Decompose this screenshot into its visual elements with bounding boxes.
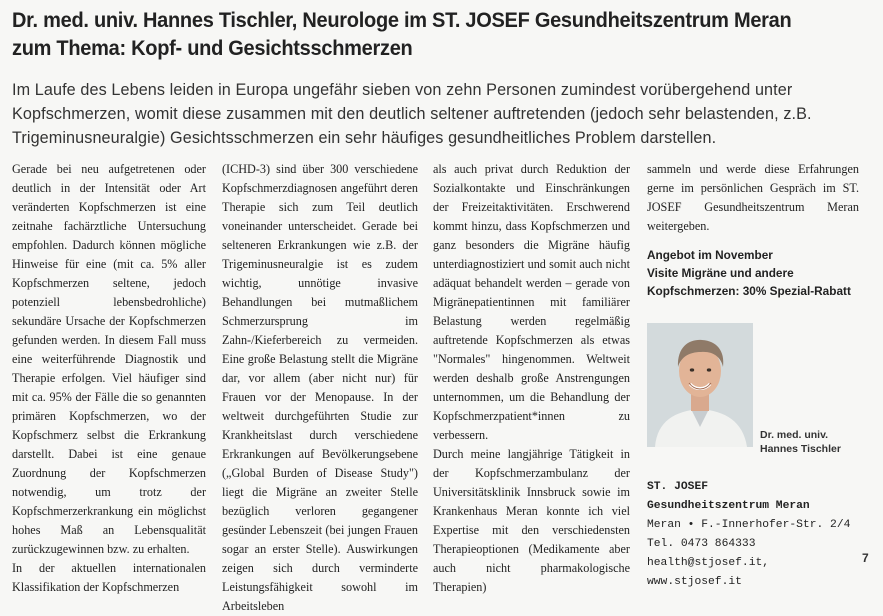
article-lead: Im Laufe des Lebens leiden in Europa ungefähr sieben von zehn Personen zumindest vorübergehend unter Kopfschmerzen, womit diese zusammen mit den deutlich seltener auftretenden (jedoch sehr belastenden, z.B. Trigeminusneuralgie) Gesichtsschmerzen ein sehr häufiges gesundheitliches Problem darstellen. [12, 81, 812, 147]
contact-email-web: health@stjosef.it, www.stjosef.it [647, 557, 770, 588]
text-column-1 [12, 160, 206, 597]
column-2-paragraph: (ICHD-3) sind über 300 verschiedene Kopfschmerzdiagnosen angeführt deren Therapie sich zum Teil deutlich voneinander unterscheidet. Gerade bei selteneren Erkrankungen wie z.B. der Trigeminusneuralgie ist es zudem wichtig, unnötige invasive Behandlungen bei mutmaßlichem Schmerzursprung im Zahn-/Kieferbereich zu vermeiden. Eine große Belastung stellt die Migräne dar, vor allem (aber nicht nur) für Frauen vor der Menopause. In der weltweit durchgeführten Studie zur Krankheitslast durch verschiedene Erkrankungen auf Bevölkerungsebene („Global Burden of Disease Study") liegt die Migräne an zweiter Stelle bezüglich verloren gegangener gesünder Lebenszeit (bei jungen Frauen sogar an erster Stelle). Auswirkungen zeigen sich durch verminderte Leistungsfähigkeit sowohl im Arbeitsleben [222, 162, 418, 613]
contact-phone: Tel. 0473 864333 [647, 538, 756, 550]
column-4-paragraph: sammeln und werde diese Erfahrungen gerne im persönlichen Gespräch im ST. JOSEF Gesundheitszentrum Meran weitergeben. [647, 162, 859, 233]
contact-name-line-2: Gesundheitszentrum Meran [647, 500, 810, 512]
column-3-paragraph-2: Durch meine langjährige Tätigkeit in der Kopfschmerzambulanz der Universitätsklinik Innsbruck sowie im Krankenhaus Meran konnte ich viel Expertise mit den verschiedensten Therapieoptionen (Medikamente aber auch nicht pharmakologische Therapien) [433, 447, 630, 594]
contact-name-line-1: ST. JOSEF [647, 481, 709, 493]
column-1-paragraph-2: In der aktuellen internationalen Klassifikation der Kopfschmerzen [12, 561, 206, 594]
column-1-paragraph-1: Gerade bei neu aufgetretenen oder deutlich in der Intensität oder Art veränderten Kopfschmerzen ist eine zeitnahe fachärztliche Untersuchung empfohlen. Dadurch können mögliche Hinweise für eine (mit ca. 5% aller Kopfschmerzen seltene, jedoch potenziell lebensbedrohliche) sekundäre Ursache der Kopfschmerzen gefunden werden. In diesem Fall muss eine weiterführende Diagnostik und Therapie erfolgen. Viel häufiger sind mit ca. 95% der Fälle die so genannten primären Kopfschmerzen, wo der Kopfschmerz selbst die Erkrankung darstellt. Dabei ist eine genaue Zuordnung der Kopfschmerzen notwendig, um trotz der Kopfschmerzerkrankung ein möglichst hohes Maß an Lebensqualität zurückzugewinnen bzw. zu erhalten. [12, 162, 206, 556]
contact-address: Meran • F.-Innerhofer-Str. 2/4 [647, 519, 851, 531]
doctor-portrait-photo [647, 323, 753, 447]
offer-title: Angebot im November [647, 248, 773, 262]
contact-block [647, 478, 867, 592]
article-headline: Dr. med. univ. Hannes Tischler, Neurologe im ST. JOSEF Gesundheitszentrum Meran zum Thema: Kopf- und Gesichtsschmerzen [12, 8, 792, 60]
caption-title: Dr. med. univ. [760, 429, 829, 441]
column-3-paragraph-1: als auch privat durch Reduktion der Sozialkontakte und Einschränkungen der Freizeitaktivitäten. Erschwerend kommt hinzu, dass Kopfschmerzen und ganz besonders die Migräne häufig unterdiagnostiziert und somit auch nicht adäquat behandelt werden – gerade von Migränepatientinnen mit familiärer Belastung werden regelmäßig auftretende Kopfschmerzen als etwas "Normales" hingenommen. Weltweit werden deshalb große Anstrengungen unternommen, um die Behandlung der Kopfschmerzpatient*innen zu verbessern. [433, 162, 630, 442]
offer-box [647, 246, 859, 300]
text-column-4 [647, 160, 859, 300]
photo-caption [760, 428, 870, 456]
page-number: 7 [862, 551, 869, 565]
text-column-3 [433, 160, 630, 597]
caption-name: Hannes Tischler [760, 443, 841, 455]
text-column-2 [222, 160, 418, 616]
offer-text: Visite Migräne und andere Kopfschmerzen: 30% Spezial-Rabatt [647, 266, 851, 298]
portrait-illustration [647, 323, 753, 447]
